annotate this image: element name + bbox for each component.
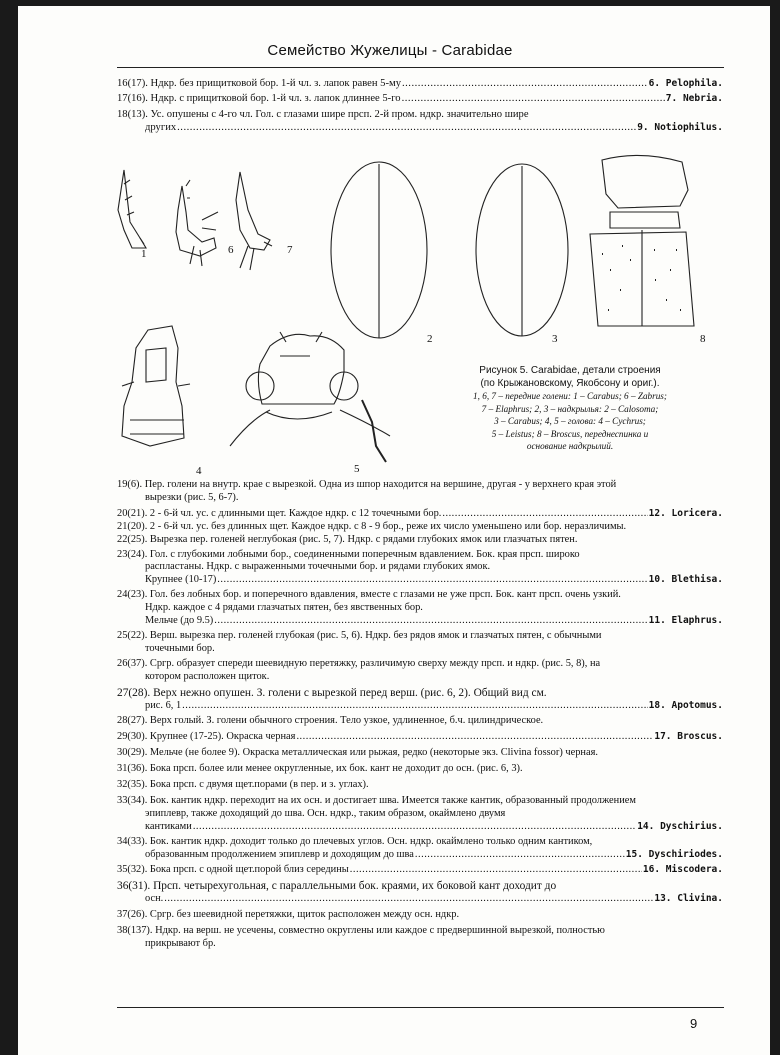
tibia-drawing-1 xyxy=(118,170,146,248)
footer-rule xyxy=(117,1007,724,1008)
key-entry-24: 24(23). Гол. без лобных бор. и поперечного вдавления, вместе с глазами не уже прсп. Бок. кант прсп. очень узкий. xyxy=(117,589,621,601)
key-entry-24-end: Мельче (до 9.5) ..... 11. Elaphrus. xyxy=(117,615,723,628)
key-entry-17: 17(16). Ндкр. с прищитковой бор. 1-й чл. з. лапок длиннее 5-го ..... 7. Nebria. xyxy=(117,92,723,105)
key-entry-36-end: осн. ..... 13. Clivina. xyxy=(117,893,723,906)
figure-label-1: 1 xyxy=(141,248,147,260)
figure-label-3: 3 xyxy=(552,333,558,345)
scan-edge-top xyxy=(0,0,780,6)
tibia-drawing-7 xyxy=(236,172,272,270)
scan-edge-right xyxy=(770,0,780,1055)
figure-label-2: 2 xyxy=(427,333,433,345)
key-entry-38: 38(137). Ндкр. на верш. не усечены, совместно округлены или каждое с предвершинной вырезкой, полностью xyxy=(117,925,605,937)
key-entry-38-cont: прикрывают бр. xyxy=(145,938,216,949)
key-entry-19: 19(6). Пер. голени на внутр. крае с вырезкой. Одна из шпор находится на вершине, другая - у верхнего края этой xyxy=(117,479,617,490)
figure-label-4: 4 xyxy=(196,465,202,477)
key-entry-29: 29(30). Крупнее (17-25). Окраска черная ..... 17. Broscus. xyxy=(117,731,723,744)
key-entry-18-cont: других ..... 9. Notiophilus. xyxy=(117,121,723,134)
key-entry-27: 27(28). Верх нежно опушен. З. голени с вырезкой перед верш. (рис. 6, 2). Общий вид см. xyxy=(117,686,547,699)
key-entry-34: 34(33). Бок. кантик ндкр. доходит только до плечевых углов. Осн. ндкр. окаймлено только одним кантиком, xyxy=(117,835,593,847)
key-entry-26: 26(37). Сргр. образует спереди шеевидную перетяжку, различимую сверху между прсп. и ндкр. (рис. 5, 8), на xyxy=(117,657,601,669)
scan-edge-left xyxy=(0,0,18,1055)
key-entry-21: 21(20). 2 - 6-й чл. ус. без длинных щет. Каждое ндкр. с 8 - 9 бор., реже их число уменьшено или бор. неразличимы. xyxy=(117,520,627,532)
key-entry-35: 35(32). Бока прсп. с одной щет.порой близ середины ..... 16. Miscodera. xyxy=(117,864,723,877)
figure-label-5: 5 xyxy=(354,463,360,475)
caption-sources: (по Крыжановскому, Якобсону и ориг.). xyxy=(480,378,660,389)
figure-caption xyxy=(420,364,720,453)
page-number: 9 xyxy=(690,1016,698,1031)
key-entry-19-cont: вырезки (рис. 5, 6-7). xyxy=(145,491,239,503)
caption-title: Рисунок 5. Carabidae, детали строения xyxy=(479,365,661,376)
key-entry-27-end: рис. 6, 1 ..... 18. Apotomus. xyxy=(117,700,723,713)
key-entry-22: 22(25). Вырезка пер. голеней неглубокая (рис. 5, 7). Ндкр. с рядами глубоких ямок или глазчатых пятен. xyxy=(117,533,578,545)
key-entry-28: 28(27). Верх голый. З. голени обычного строения. Тело узкое, удлиненное, б.ч. цилиндрическое. xyxy=(117,715,544,727)
caption-legend-line: 3 – Carabus; 4, 5 – голова: 4 – Cychrus; xyxy=(494,416,646,426)
key-entry-24-cont: Ндкр. каждое с 4 рядами глазчатых пятен, без явственных бор. xyxy=(145,602,423,614)
key-block-top xyxy=(117,77,723,135)
caption-legend-line: 5 – Leistus; 8 – Broscus, переднеспинка и xyxy=(491,428,649,439)
caption-legend-line: основание надкрылий. xyxy=(526,441,614,451)
key-entry-37: 37(26). Сргр. без шеевидной перетяжки, щиток расположен между осн. ндкр. xyxy=(117,909,460,921)
key-entry-25-cont: точечными бор. xyxy=(145,642,215,654)
broscus-pronotum-drawing xyxy=(590,155,694,326)
head-drawing-5 xyxy=(230,332,390,462)
key-entry-36: 36(31). Прсп. четырехугольная, с параллельными бок. краями, их боковой кант доходит до xyxy=(117,880,557,893)
key-entry-23-cont: распластаны. Ндкр. с выраженными точечными бор. и рядами глубоких ямок. xyxy=(145,561,491,573)
key-entry-32: 32(35). Бока прсп. с двумя щет.порами (в пер. и з. углах). xyxy=(117,779,369,791)
key-entry-31: 31(36). Бока прсп. более или менее округленные, их бок. кант не доходит до осн. (рис. 6, 3). xyxy=(117,763,523,775)
caption-legend-line: 1, 6, 7 – передние голени: 1 – Carabus; 6 – Zabrus; xyxy=(473,391,667,401)
caption-legend-line: 7 – Elaphrus; 2, 3 – надкрылья: 2 – Calosoma; xyxy=(481,403,659,414)
key-entry-30: 30(29). Мельче (не более 9). Окраска металлическая или рыжая, редко (некоторые экз. Clivina fossor) черная. xyxy=(117,747,598,759)
key-entry-23: 23(24). Гол. с глубокими лобными бор., соединенными поперечным вдавлением. Бок. края прсп. широко xyxy=(117,548,580,560)
tibia-drawing-6 xyxy=(176,180,218,266)
figure-label-7: 7 xyxy=(287,244,293,256)
key-entry-25: 25(22). Верш. вырезка пер. голеней глубокая (рис. 5, 6). Ндкр. без рядов ямок и глазчатых пятен, с обычными xyxy=(117,629,602,641)
key-entry-26-cont: котором расположен щиток. xyxy=(145,670,270,682)
key-entry-16: 16(17). Ндкр. без прищитковой бор. 1-й чл. з. лапок равен 5-му ..... 6. Pelophila. xyxy=(117,77,723,90)
figure-label-6: 6 xyxy=(228,244,234,256)
head-drawing-4 xyxy=(122,326,190,446)
header-rule xyxy=(117,67,724,68)
key-block-bottom xyxy=(117,479,723,951)
figure-label-8: 8 xyxy=(700,333,706,345)
key-entry-33-cont: эпиплевр, также доходящий до шва. Осн. ндкр., таким образом, окаймлено двумя xyxy=(145,807,506,819)
running-header: Семейство Жужелицы - Carabidae xyxy=(267,42,513,59)
key-entry-34-end: образованным продолжением эпиплевр и доходящим до шва ..... 15. Dyschiriodes. xyxy=(117,849,723,862)
key-entry-20: 20(21). 2 - 6-й чл. ус. с длинными щет. Каждое ндкр. с 12 точечными бор. ..... 12. Loricera. xyxy=(117,508,723,521)
key-entry-23-end: Крупнее (10-17) ..... 10. Blethisa. xyxy=(117,574,723,587)
key-entry-18: 18(13). Ус. опушены с 4-го чл. Гол. с глазами шире прсп. 2-й пром. ндкр. значительно шире xyxy=(117,108,529,120)
key-entry-33: 33(34). Бок. кантик ндкр. переходит на их осн. и достигает шва. Имеется также кантик, образованный продолжением xyxy=(117,794,636,806)
key-entry-33-end: кантиками ..... 14. Dyschirius. xyxy=(117,821,723,834)
